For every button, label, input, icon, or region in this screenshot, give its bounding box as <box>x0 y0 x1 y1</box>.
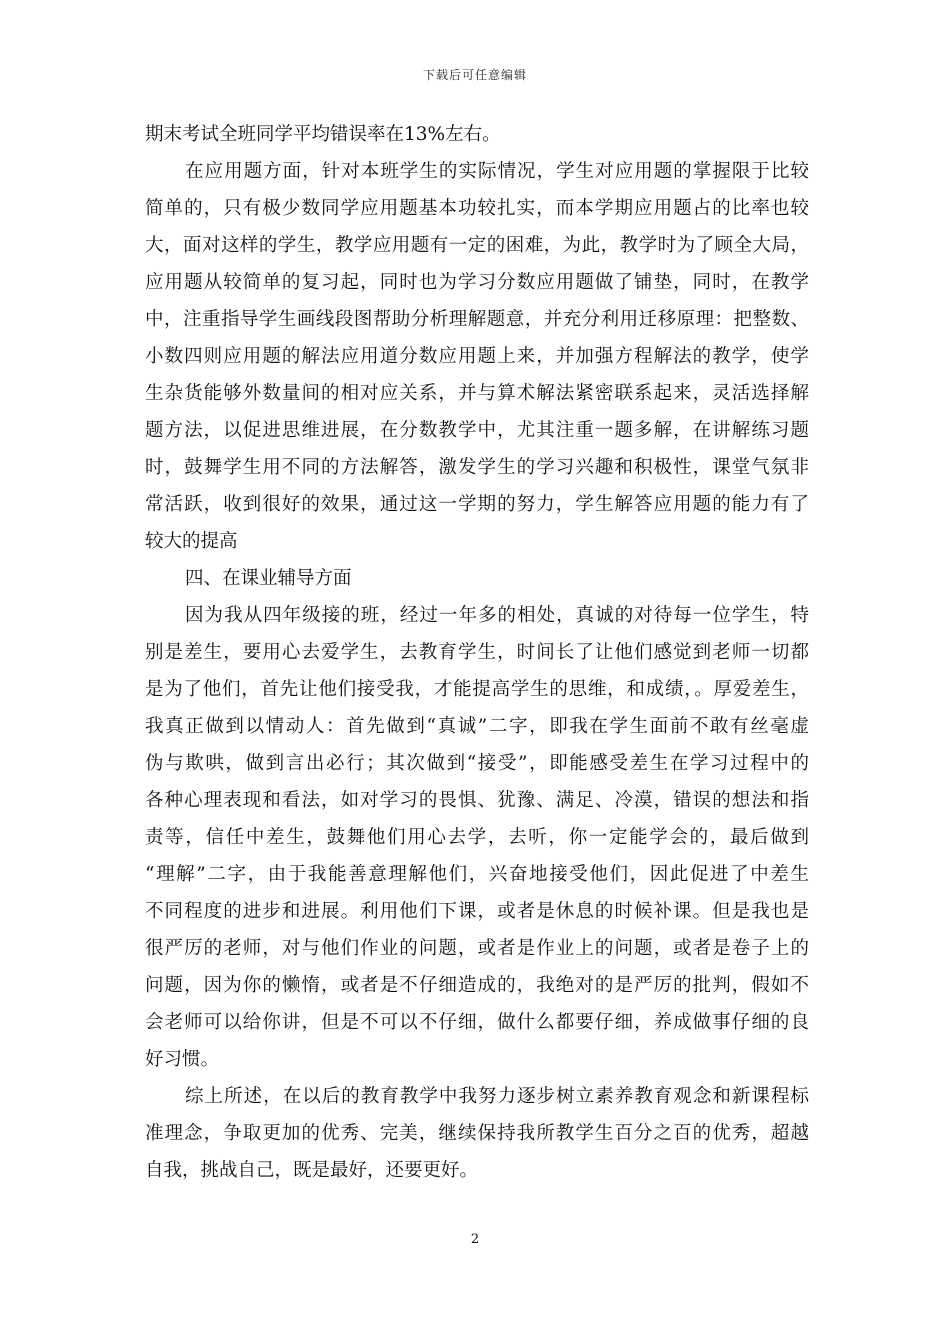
text-line: 常活跃，收到很好的效果，通过这一学期的努力，学生解答应用题的能力有了 <box>145 494 809 515</box>
text-line: 小数四则应用题的解法应用道分数应用题上来，并加强方程解法的教学，使学 <box>145 346 809 367</box>
page-header: 下载后可任意编辑 <box>422 68 527 82</box>
text-line: 责等，信任中差生，鼓舞他们用心去学，去听，你一定能学会的，最后做到 <box>145 827 809 848</box>
text-line: 题方法，以促进思维进展，在分数教学中，尤其注重一题多解，在讲解练习题 <box>145 420 809 441</box>
text-line: 别是差生，要用心去爱学生，去教育学生，时间长了让他们感觉到老师一切都 <box>145 642 809 663</box>
text-line: 各种心理表现和看法，如对学习的畏惧、犹豫、满足、冷漠，错误的想法和指 <box>145 790 809 811</box>
text-line: 会老师可以给你讲，但是不可以不仔细，做什么都要仔细，养成做事仔细的良 <box>145 1012 809 1033</box>
text-line: 期末考试全班同学平均错误率在13%左右。 <box>145 124 501 145</box>
text-line: “理解”二字，由于我能善意理解他们，兴奋地接受他们，因此促进了中差生 <box>145 864 809 885</box>
section-heading: 四、在课业辅导方面 <box>185 568 352 589</box>
text-line: 在应用题方面，针对本班学生的实际情况，学生对应用题的掌握限于比较 <box>185 161 809 182</box>
text-line: 综上所述，在以后的教育教学中我努力逐步树立素养教育观念和新课程标 <box>185 1086 809 1107</box>
text-line: 准理念，争取更加的优秀、完美，继续保持我所教学生百分之百的优秀，超越 <box>145 1123 809 1144</box>
text-line: 大，面对这样的学生，教学应用题有一定的困难，为此，教学时为了顾全大局， <box>145 235 809 256</box>
text-line: 时，鼓舞学生用不同的方法解答，激发学生的学习兴趣和积极性，课堂气氛非 <box>145 457 809 478</box>
text-line: 简单的，只有极少数同学应用题基本功较扎实，而本学期应用题占的比率也较 <box>145 198 809 219</box>
text-line: 生杂货能够外数量间的相对应关系，并与算术解法紧密联系起来，灵活选择解 <box>145 383 809 404</box>
text-line: 不同程度的进步和进展。利用他们下课，或者是休息的时候补课。但是我也是 <box>145 901 809 922</box>
text-line: 因为我从四年级接的班，经过一年多的相处，真诚的对待每一位学生，特 <box>185 605 809 626</box>
text-line: 伪与欺哄，做到言出必行；其次做到“接受”，即能感受差生在学习过程中的 <box>145 753 809 774</box>
text-line: 很严厉的老师，对与他们作业的问题，或者是作业上的问题，或者是卷子上的 <box>145 938 809 959</box>
text-line: 自我，挑战自己，既是最好，还要更好。 <box>145 1160 479 1181</box>
text-line: 是为了他们，首先让他们接受我，才能提高学生的思维，和成绩，。厚爱差生， <box>145 679 809 700</box>
text-line: 问题，因为你的懒惰，或者是不仔细造成的，我绝对的是严厉的批判，假如不 <box>145 975 809 996</box>
text-line: 中，注重指导学生画线段图帮助分析理解题意，并充分利用迁移原理：把整数、 <box>145 309 809 330</box>
document-body <box>145 116 809 1189</box>
text-line: 我真正做到以情动人：首先做到“真诚”二字，即我在学生面前不敢有丝毫虚 <box>145 716 809 737</box>
page-number: 2 <box>470 1232 480 1247</box>
text-line: 较大的提高 <box>145 531 238 552</box>
text-line: 好习惯。 <box>145 1049 220 1070</box>
text-line: 应用题从较简单的复习起，同时也为学习分数应用题做了铺垫，同时，在教学 <box>145 272 809 293</box>
